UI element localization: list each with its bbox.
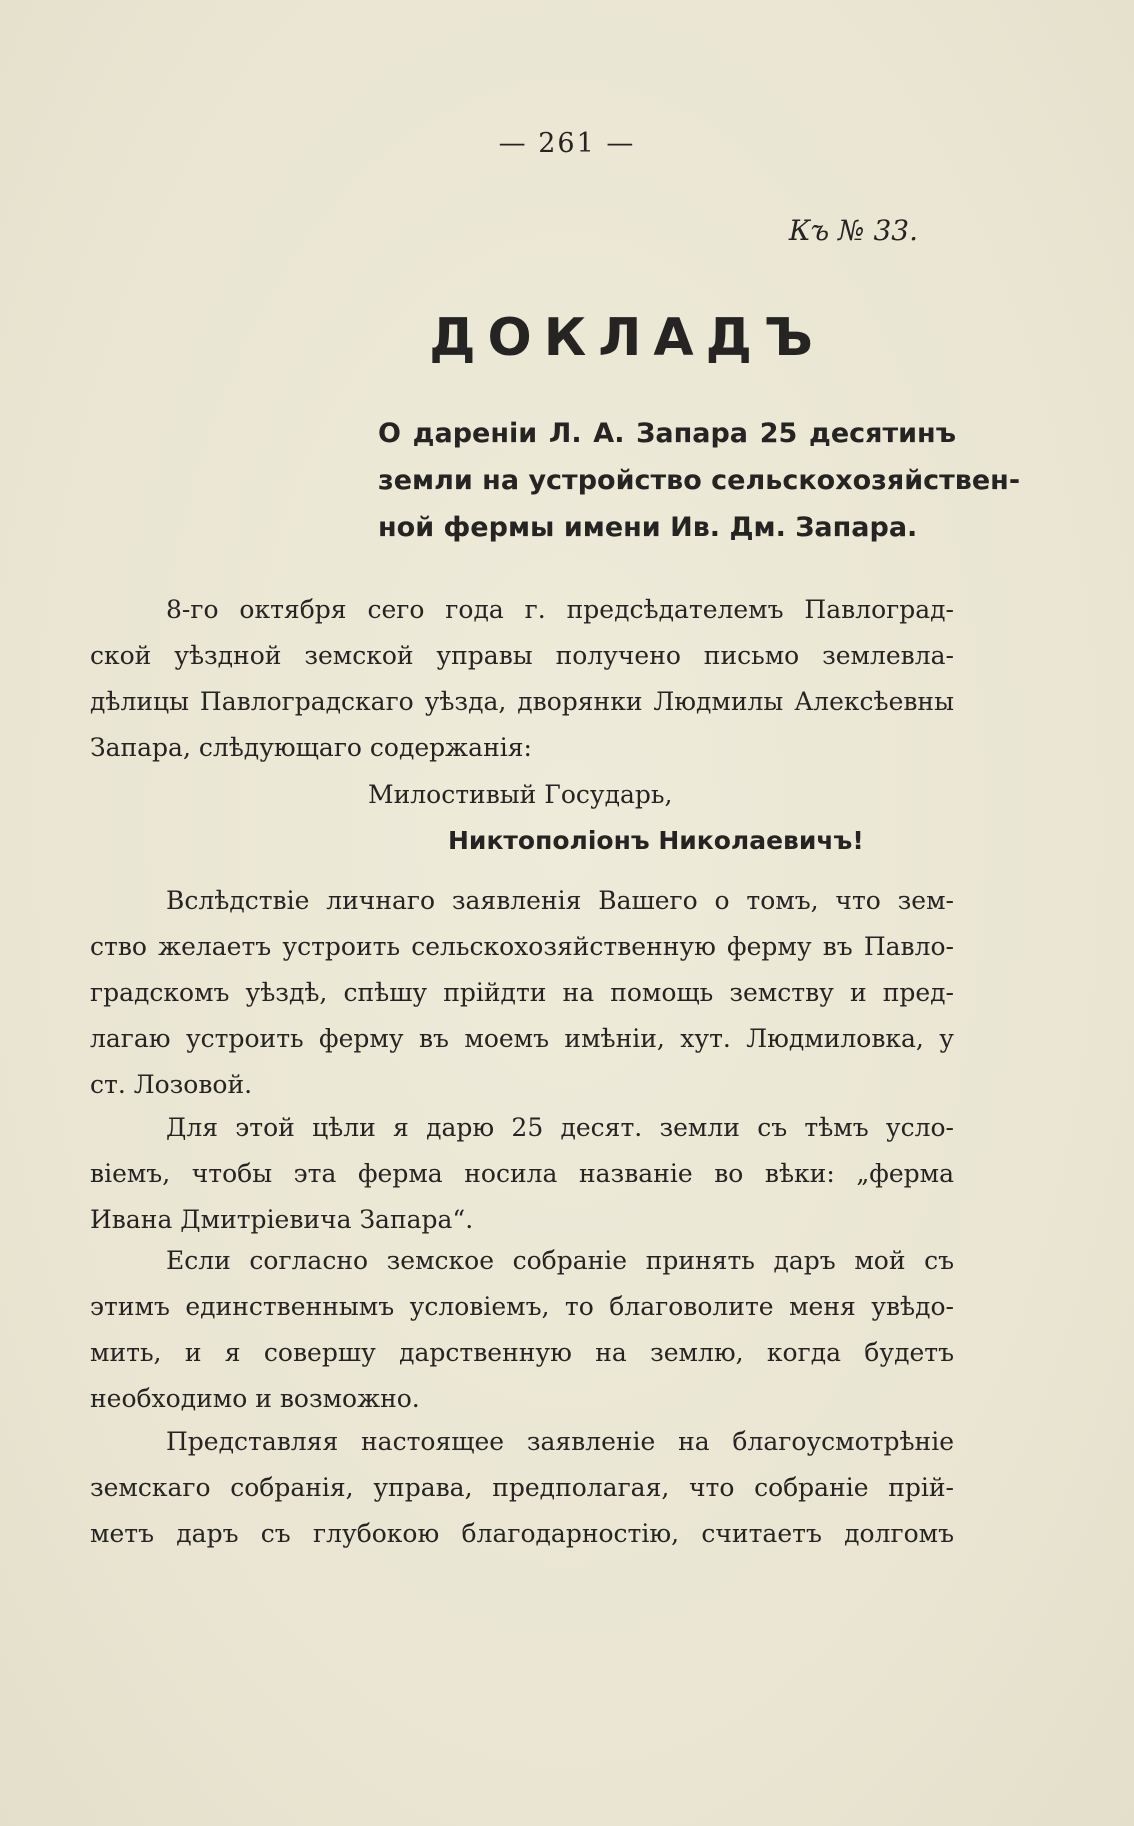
text-line: градскомъ уѣздѣ, спѣшу прійдти на помощь земству и пред-	[90, 978, 954, 1007]
text-line: Если согласно земское собраніе принять даръ мой съ	[166, 1246, 954, 1275]
paragraph-2	[90, 878, 954, 1108]
text-line: земскаго собранія, управа, предполагая, что собраніе прій-	[90, 1473, 954, 1502]
text-line: дѣлицы Павлоградскаго уѣзда, дворянки Людмилы Алексѣевны	[90, 687, 954, 716]
text-line: мить, и я совершу дарственную на землю, когда будетъ	[90, 1338, 954, 1367]
text-line: метъ даръ съ глубокою благодарностію, считаетъ долгомъ	[90, 1519, 954, 1548]
paragraph-1	[90, 587, 954, 771]
text-line: лагаю устроить ферму въ моемъ имѣніи, хут. Людмиловка, у	[90, 1024, 954, 1053]
subtitle-line: земли на устройство сельскохозяйствен-	[378, 465, 1021, 496]
document-title: ДОКЛАДЪ	[429, 308, 825, 368]
salutation-line-1: Милостивый Государь,	[368, 780, 673, 809]
text-line: ство желаетъ устроить сельскохозяйственную ферму въ Павло-	[90, 932, 954, 961]
text-line: Ивана Дмитріевича Запара“.	[90, 1205, 474, 1234]
paragraph-3	[90, 1105, 954, 1243]
text-line: ст. Лозовой.	[90, 1070, 253, 1099]
text-line: Для этой цѣли я дарю 25 десят. земли съ тѣмъ усло-	[166, 1113, 954, 1142]
page-number: — 261 —	[498, 128, 636, 159]
paragraph-5	[90, 1419, 954, 1557]
text-line: ской уѣздной земской управы получено письмо землевла-	[90, 641, 954, 670]
text-line: Запара, слѣдующаго содержанія:	[90, 733, 532, 762]
reference-number: Къ № 33.	[788, 214, 918, 247]
text-line: 8-го октября сего года г. предсѣдателемъ Павлоград-	[166, 595, 954, 624]
text-line: Вслѣдствіе личнаго заявленія Вашего о томъ, что зем-	[166, 886, 954, 915]
document-subtitle	[378, 410, 1021, 551]
subtitle-line: ной фермы имени Ив. Дм. Запара.	[378, 512, 918, 543]
text-line: віемъ, чтобы эта ферма носила названіе во вѣки: „ферма	[90, 1159, 954, 1188]
subtitle-line: О дареніи Л. А. Запара 25 десятинъ	[378, 418, 956, 449]
salutation-line-2: Никтополіонъ Николаевичъ!	[448, 826, 864, 855]
text-line: этимъ единственнымъ условіемъ, то благоволите меня увѣдо-	[90, 1292, 954, 1321]
text-line: Представляя настоящее заявленіе на благоусмотрѣніе	[166, 1427, 954, 1456]
paragraph-4	[90, 1238, 954, 1422]
text-line: необходимо и возможно.	[90, 1384, 420, 1413]
